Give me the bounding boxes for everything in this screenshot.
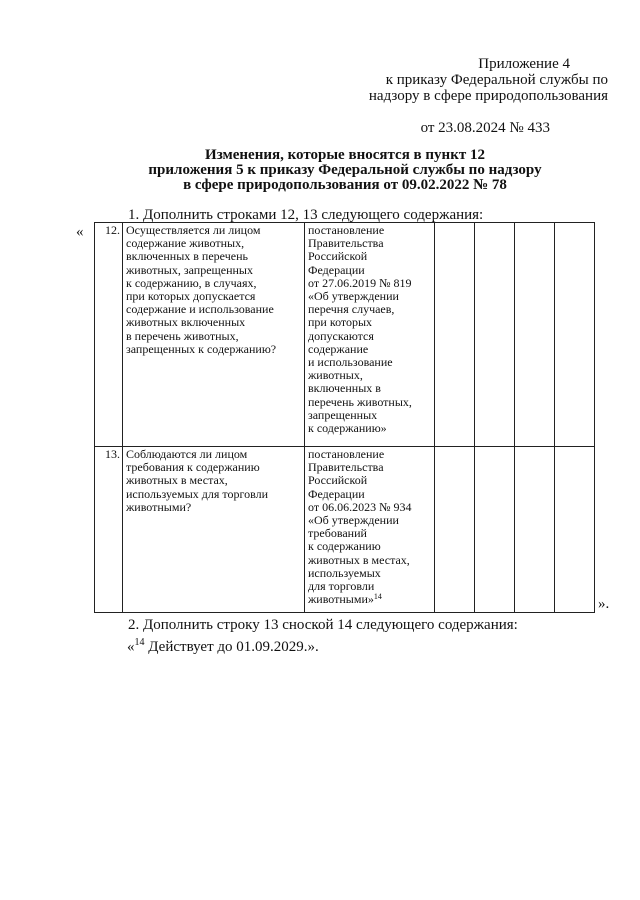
quote-close: ». [598,596,610,612]
title-line-3: в сфере природопользования от 09.02.2022 № 78 [183,177,507,193]
question-cell [123,447,305,613]
row-number: 12. [95,223,123,447]
document-title [130,148,560,193]
table-row [95,447,595,613]
footnote-body: Действует до 01.09.2029.». [144,639,319,655]
amendment-table [94,222,595,613]
footnote-mark: 14 [373,592,382,602]
annex-header [348,56,608,136]
title-line-2: приложения 5 к приказу Федеральной службы по надзору [148,162,542,178]
empty-cell [555,447,595,613]
item-1-text: 1. Дополнить строками 12, 13 следующего содержания: [128,207,484,223]
annex-order-line: к приказу Федеральной службы по [385,72,608,88]
empty-cell [435,447,475,613]
annex-number: Приложение 4 [478,56,570,72]
empty-cell [515,223,555,447]
reference-cell [305,447,435,613]
reference-text: постановление Правительства Российской Федерации от 06.06.2023 № 934 «Об утверждении требований к содержанию животных в местах, используемых для торговли животными» [308,447,412,607]
annex-agency-line: надзору в сфере природопользования [368,88,608,104]
row-number: 13. [95,447,123,613]
empty-cell [515,447,555,613]
empty-cell [435,223,475,447]
item-2-text: 2. Дополнить строку 13 сноской 14 следующего содержания: [128,617,518,633]
footnote-number: 14 [134,637,145,648]
quote-open: « [76,224,84,240]
footnote-text [127,639,319,656]
empty-cell [555,223,595,447]
empty-cell [475,223,515,447]
annex-date: от 23.08.2024 № 433 [420,120,550,136]
table-row [95,223,595,447]
question-text: Соблюдаются ли лицом требования к содержанию животных в местах, используемых для торговли животными? [126,447,269,514]
reference-text: постановление Правительства Российской Федерации от 27.06.2019 № 819 «Об утверждении перечня случаев, при которых допускаются содержание и использование животных, включенных в перечень животных, запрещенных к содержанию» [308,223,412,436]
empty-cell [475,447,515,613]
reference-cell [305,223,435,447]
question-cell [123,223,305,447]
title-line-1: Изменения, которые вносятся в пункт 12 [205,147,485,163]
footnote-open-quote: « [127,639,135,655]
question-text: Осуществляется ли лицом содержание животных, включенных в перечень животных, запрещенных к содержанию, в случаях, при которых допускается содержание и использование животных включенных в перечень животных, запрещенных к содержанию? [126,223,277,356]
